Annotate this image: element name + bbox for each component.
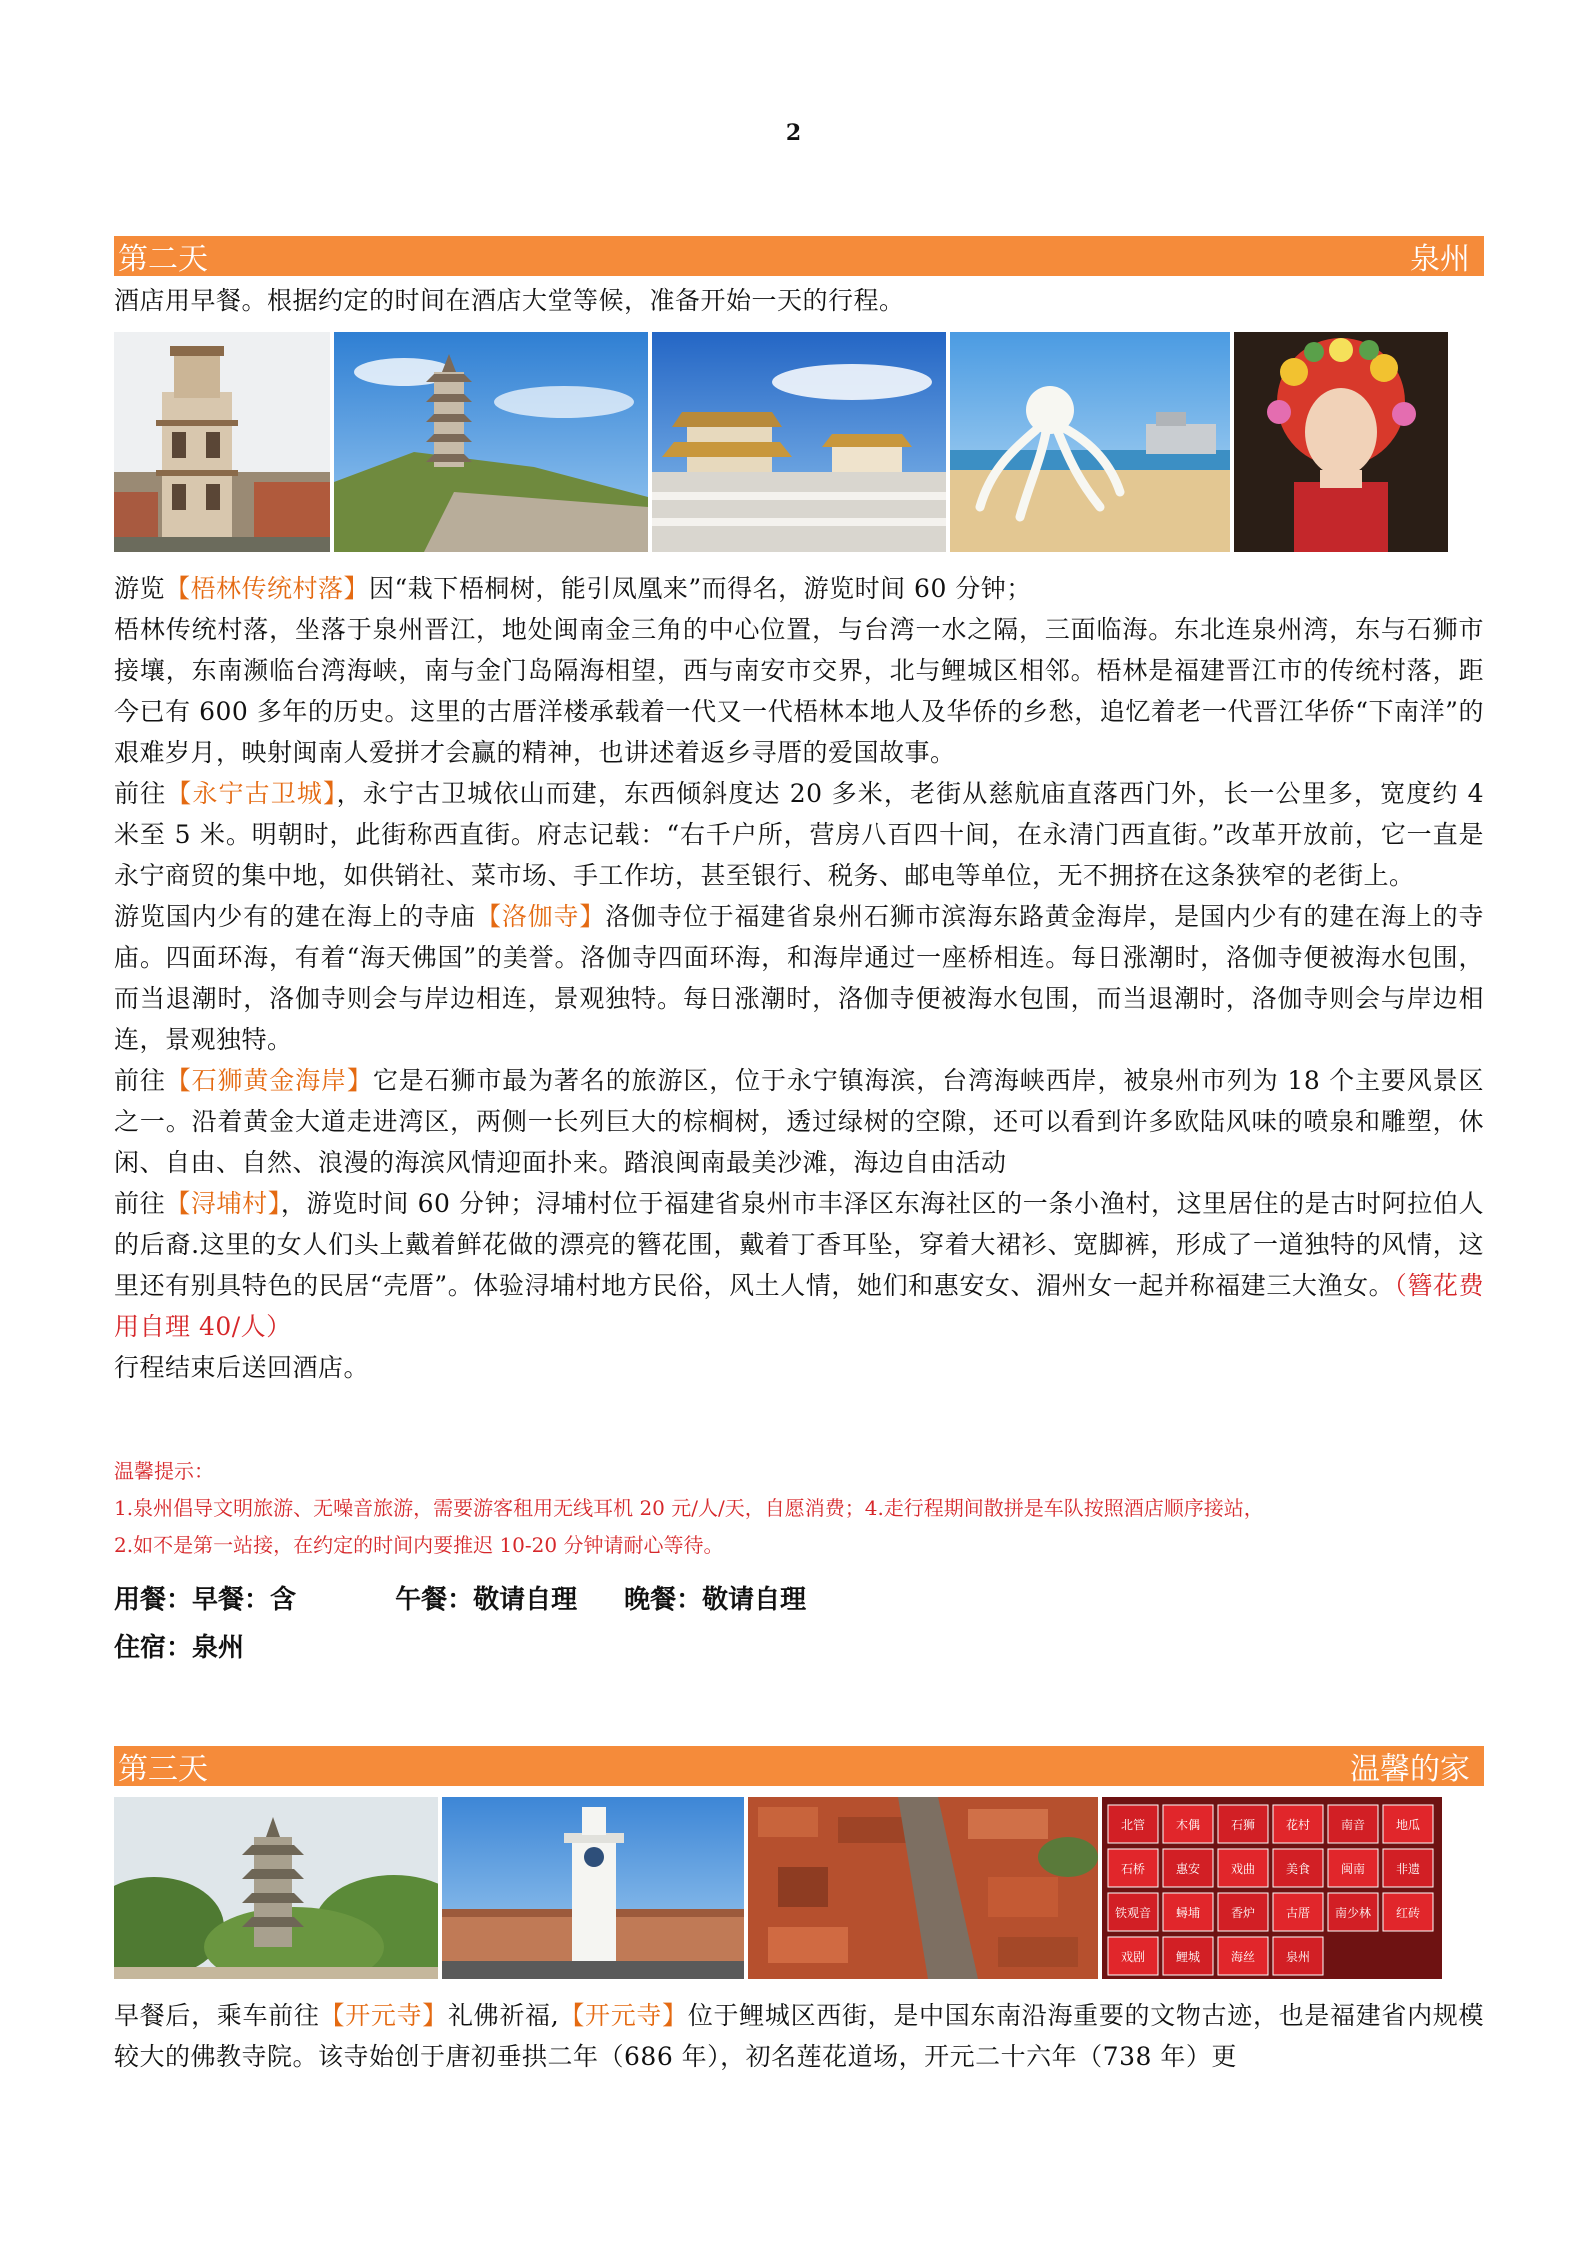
- tips-line-2: 2.如不是第一站接，在约定的时间内要推迟 10-20 分钟请耐心等待。: [114, 1533, 724, 1557]
- hotel-info: 住宿：泉州: [114, 1633, 245, 1663]
- meal-breakfast: 早餐：含: [192, 1585, 297, 1615]
- souvenir-box-label: 地瓜: [1395, 1818, 1421, 1832]
- souvenir-box-label: 南音: [1340, 1818, 1366, 1832]
- meal-dinner: 晚餐：敬请自理: [624, 1585, 807, 1615]
- photo-kaiyuan-pagoda: [114, 1797, 438, 1979]
- highlight-xunpu: 【浔埔村】: [165, 1189, 281, 1218]
- day2-header-right: 泉州: [1410, 242, 1470, 277]
- photo-luoqie-temple: [652, 332, 946, 552]
- photo-souvenir-boxes: [1102, 1797, 1442, 1979]
- photo-golden-beach: [950, 332, 1230, 552]
- souvenir-box-label: 美食: [1285, 1862, 1311, 1876]
- souvenir-box-label: 南少林: [1334, 1906, 1372, 1920]
- souvenir-box-label: 花村: [1285, 1818, 1311, 1832]
- paragraph-golden-beach: 前往【石狮黄金海岸】它是石狮市最为著名的旅游区，位于永宁镇海滨，台湾海峡西岸，被泉州市列为 18 个主要风景区之一。沿着黄金大道走进湾区，两侧一长列巨大的棕榈树，透过绿树的空隙，还可以看到许多欧陆风味的喷泉和雕塑，休闲、自由、自然、浪漫的海滨风情迎面扑来。踏浪闽南最美沙滩，海边自由活动: [114, 1066, 1484, 1177]
- highlight-wulin: 【梧林传统村落】: [165, 574, 370, 603]
- souvenir-box-label: 铁观音: [1114, 1906, 1152, 1920]
- souvenir-box-label: 红砖: [1395, 1906, 1421, 1920]
- souvenir-box-label: 北管: [1120, 1818, 1146, 1832]
- tips-title: 温馨提示：: [114, 1459, 214, 1483]
- tips-line-1: 1.泉州倡导文明旅游、无噪音旅游，需要游客租用无线耳机 20 元/人/天，自愿消费；4.走行程期间散拼是车队按照酒店顺序接站，: [114, 1496, 1264, 1520]
- day2-photo-strip: [114, 332, 1448, 552]
- souvenir-box-label: 蟳埔: [1175, 1906, 1201, 1920]
- paragraph-yongning: 前往【永宁古卫城】，永宁古卫城依山而建，东西倾斜度达 20 多米，老街从慈航庙直落西门外，长一公里多，宽度约 4 米至 5 米。明朝时，此街称西直街。府志记载：“右千户所，营房八百四十间，在永清门西直街。”改革开放前，它一直是永宁商贸的集中地，如供销社、菜市场、手工作坊，甚至银行、税务、邮电等单位，无不拥挤在这条狭窄的老街上。: [114, 779, 1484, 890]
- paragraph-xunpu: 前往【浔埔村】，游览时间 60 分钟；浔埔村位于福建省泉州市丰泽区东海社区的一条小渔村，这里居住的是古时阿拉伯人的后裔.这里的女人们头上戴着鲜花做的漂亮的簪花围，戴着丁香耳坠，穿着大裙衫、宽脚裤，形成了一道独特的风情，这里还有别具特色的民居“壳厝”。体验浔埔村地方民俗，风土人情，她们和惠安女、湄州女一起并称福建三大渔女。（簪花费用自理 40/人）: [114, 1189, 1484, 1341]
- meal-lunch: 午餐：敬请自理: [395, 1585, 578, 1615]
- photo-old-town-aerial: [748, 1797, 1098, 1979]
- day3-header-bar: [114, 1746, 1484, 1786]
- meal-label: 用餐：: [114, 1585, 193, 1615]
- day2-header-bar: [114, 236, 1484, 276]
- souvenir-box-label: 泉州: [1285, 1950, 1311, 1964]
- highlight-kaiyuan-2: 【开元寺】: [559, 2001, 688, 2030]
- paragraph-wulin-intro: 游览【梧林传统村落】因“栽下梧桐树，能引凤凰来”而得名，游览时间 60 分钟；: [114, 574, 1032, 603]
- paragraph-wulin-detail: 梧林传统村落，坐落于泉州晋江，地处闽南金三角的中心位置，与台湾一水之隔，三面临海。东北连泉州湾，东与石狮市接壤，东南濒临台湾海峡，南与金门岛隔海相望，西与南安市交界，北与鲤城区相邻。梧林是福建晋江市的传统村落，距今已有 600 多年的历史。这里的古厝洋楼承载着一代又一代梧林本地人及华侨的乡愁，追忆着老一代晋江华侨“下南洋”的艰难岁月，映射闽南人爱拼才会赢的精神，也讲述着返乡寻厝的爱国故事。: [114, 615, 1484, 767]
- souvenir-box-label: 戏曲: [1230, 1862, 1256, 1876]
- highlight-luoqie: 【洛伽寺】: [475, 902, 606, 931]
- souvenir-box-label: 闽南: [1340, 1862, 1366, 1876]
- day2-body: [114, 568, 1484, 1388]
- souvenir-box-label: 非遗: [1395, 1862, 1421, 1876]
- photo-wulin-tower: [114, 332, 330, 552]
- highlight-golden-beach: 【石狮黄金海岸】: [165, 1066, 373, 1095]
- souvenir-box-label: 古厝: [1285, 1906, 1311, 1920]
- highlight-yongning: 【永宁古卫城】: [166, 779, 337, 808]
- day3-body: [114, 1995, 1484, 2077]
- photo-xunpu-woman: [1234, 332, 1448, 552]
- day3-header-right: 温馨的家: [1350, 1752, 1470, 1787]
- paragraph-luoqie: 游览国内少有的建在海上的寺庙【洛伽寺】洛伽寺位于福建省泉州石狮市滨海东路黄金海岸，是国内少有的建在海上的寺庙。四面环海，有着“海天佛国”的美誉。洛伽寺四面环海，和海岸通过一座桥相连。每日涨潮时，洛伽寺便被海水包围，而当退潮时，洛伽寺则会与岸边相连，景观独特。每日涨潮时，洛伽寺便被海水包围，而当退潮时，洛伽寺则会与岸边相连，景观独特。: [114, 902, 1484, 1054]
- day2-header-left: 第二天: [118, 242, 208, 277]
- hairpin-fee-note: （簪花费用自理 40/人）: [114, 1271, 1484, 1341]
- meal-info: [114, 1579, 806, 1616]
- page-number: 2: [785, 120, 802, 146]
- day3-photo-strip: [114, 1797, 1442, 1979]
- souvenir-box-label: 海丝: [1230, 1950, 1256, 1964]
- souvenir-box-label: 鲤城: [1175, 1950, 1201, 1964]
- souvenir-box-label: 惠安: [1175, 1862, 1201, 1876]
- souvenir-box-label: 石桥: [1120, 1862, 1146, 1876]
- warm-tips: [114, 1453, 1484, 1564]
- photo-zhongshan-clock-tower: [442, 1797, 744, 1979]
- souvenir-box-label: 戏剧: [1120, 1950, 1146, 1964]
- highlight-kaiyuan-1: 【开元寺】: [319, 2001, 448, 2030]
- souvenir-box-label: 香炉: [1230, 1906, 1256, 1920]
- paragraph-return-hotel: 行程结束后送回酒店。: [114, 1353, 370, 1382]
- paragraph-kaiyuan: 早餐后，乘车前往【开元寺】礼佛祈福,【开元寺】位于鲤城区西街，是中国东南沿海重要的文物古迹，也是福建省内规模较大的佛教寺院。该寺始创于唐初垂拱二年（686 年），初名莲花道场，开元二十六年（738 年）更: [114, 2001, 1484, 2071]
- photo-pagoda-hill: [334, 332, 648, 552]
- day2-intro: 酒店用早餐。根据约定的时间在酒店大堂等候，准备开始一天的行程。: [114, 286, 905, 315]
- souvenir-box-label: 木偶: [1175, 1818, 1201, 1832]
- souvenir-box-label: 石狮: [1230, 1818, 1256, 1832]
- day3-header-left: 第三天: [118, 1752, 208, 1787]
